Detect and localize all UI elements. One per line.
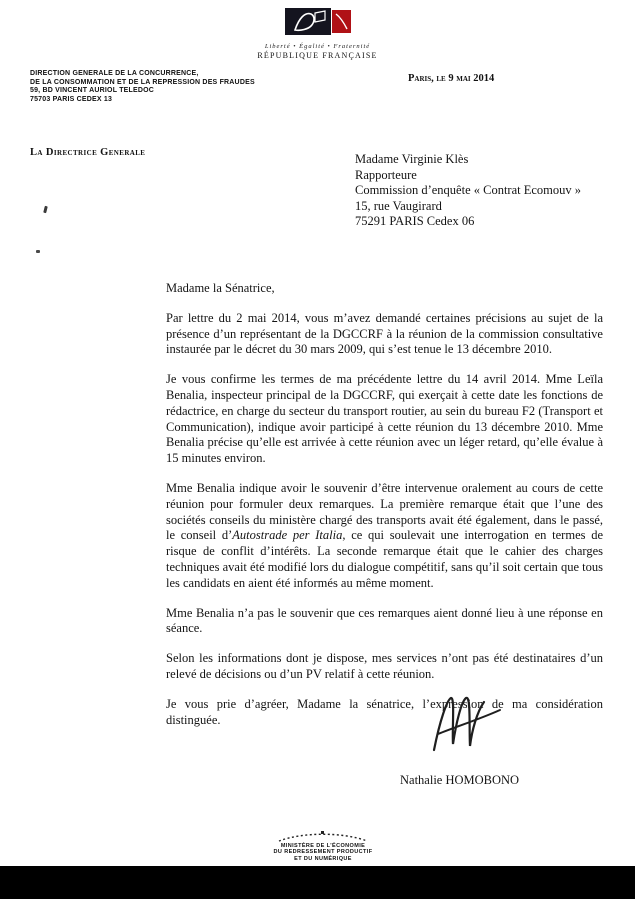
paragraph-3-text: Mme Benalia indique avoir le souvenir d’être intervenue oralement au cours de cette réunion pour formuler deux remarques. La première remarque était que l’une des sociétés conseils du ministère chargé des transports avait été également, dans le passé, le conseil d’	[166, 480, 603, 543]
letter-paragraph-6: Je vous prie d’agréer, Madame la sénatrice, l’expression de ma considération distinguée.	[166, 696, 603, 727]
ministry-line: ET DU NUMÉRIQUE	[294, 855, 352, 862]
recipient-address-block	[355, 152, 605, 230]
letter-paragraph-4: Mme Benalia n’a pas le souvenir que ces remarques aient donné lieu à une réponse en séance.	[166, 605, 603, 636]
ministry-line: DU REDRESSEMENT PRODUCTIF	[273, 849, 373, 856]
ministry-emblem	[248, 831, 398, 862]
sender-line: DIRECTION GENERALE DE LA CONCURRENCE,	[30, 70, 199, 77]
logo-republic-name: RÉPUBLIQUE FRANÇAISE	[257, 51, 378, 60]
letter-paragraph-1: Par lettre du 2 mai 2014, vous m’avez demandé certaines précisions au sujet de la présence d’un représentant de la DGCCRF à la réunion de la commission consultative instaurée par le décret du 30 mars 2009, qui s’est tenue le 13 décembre 2010.	[166, 310, 603, 357]
marianne-flag-icon	[285, 8, 351, 35]
logo-motto: Liberté • Égalité • Fraternité	[264, 43, 371, 50]
recipient-line: Rapporteure	[355, 167, 417, 182]
letter-paragraph-5: Selon les informations dont je dispose, mes services n’ont pas été destinataires d’un relevé de décisions ou d’un PV relatif à cette réunion.	[166, 651, 603, 681]
letter-paragraph-3	[166, 481, 603, 592]
sender-line: 59, BD VINCENT AURIOL TELEDOC	[30, 87, 155, 95]
salutation: Madame la Sénatrice,	[166, 281, 275, 295]
scan-black-bar	[0, 866, 635, 899]
sender-line: DE LA CONSOMMATION ET DE LA REPRESSION DES FRAUDES	[30, 78, 255, 86]
sender-line: 75703 PARIS CEDEX 13	[30, 95, 113, 103]
letter-paragraph-2: Je vous confirme les termes de ma précédente lettre du 14 avril 2014. Mme Leïla Benalia, inspecteur principal de la DGCCRF, qui exerçait à cette date les fonctions de rédactrice, en charge du secteur du transport routier, au sein du bureau F2 (Transport et Communication), indique avoir participé à cette réunion du 13 décembre 2010. Mme Benalia précise qu’elle est arrivée à cette réunion avec un léger retard, qu’elle évalue à 15 minutes environ.	[166, 372, 603, 466]
recipient-line: Commission d’enquête « Contrat Ecomouv »	[355, 183, 582, 198]
scan-speck	[36, 250, 40, 253]
ministry-arc-icon	[275, 831, 371, 842]
sender-address-block	[30, 70, 280, 104]
scan-speck	[43, 206, 48, 214]
signatory-name: Nathalie HOMOBONO	[400, 773, 520, 787]
handwritten-signature-icon	[424, 688, 509, 768]
paragraph-3-italic-text: Autostrade per Italia	[232, 528, 343, 543]
letter-date: Paris, le 9 mai 2014	[408, 73, 495, 84]
letter-body	[166, 281, 603, 742]
republique-francaise-logo	[208, 8, 428, 60]
sender-title: La Directrice Generale	[30, 147, 146, 158]
recipient-line: Madame Virginie Klès	[355, 152, 469, 166]
recipient-line: 15, rue Vaugirard	[355, 198, 442, 213]
ministry-line: MINISTÈRE DE L’ÉCONOMIE	[280, 843, 366, 849]
paragraph-3-text: , ce qui soulevait une interrogation en termes de risque de conflit d’intérêts. La seconde remarque était que le cahier des charges techniques avait été modifié lors du dialogue compétitif, sans qu’il soit certain que tous les candidats en aient été informés au même moment.	[166, 528, 604, 590]
recipient-line: 75291 PARIS Cedex 06	[355, 214, 475, 229]
